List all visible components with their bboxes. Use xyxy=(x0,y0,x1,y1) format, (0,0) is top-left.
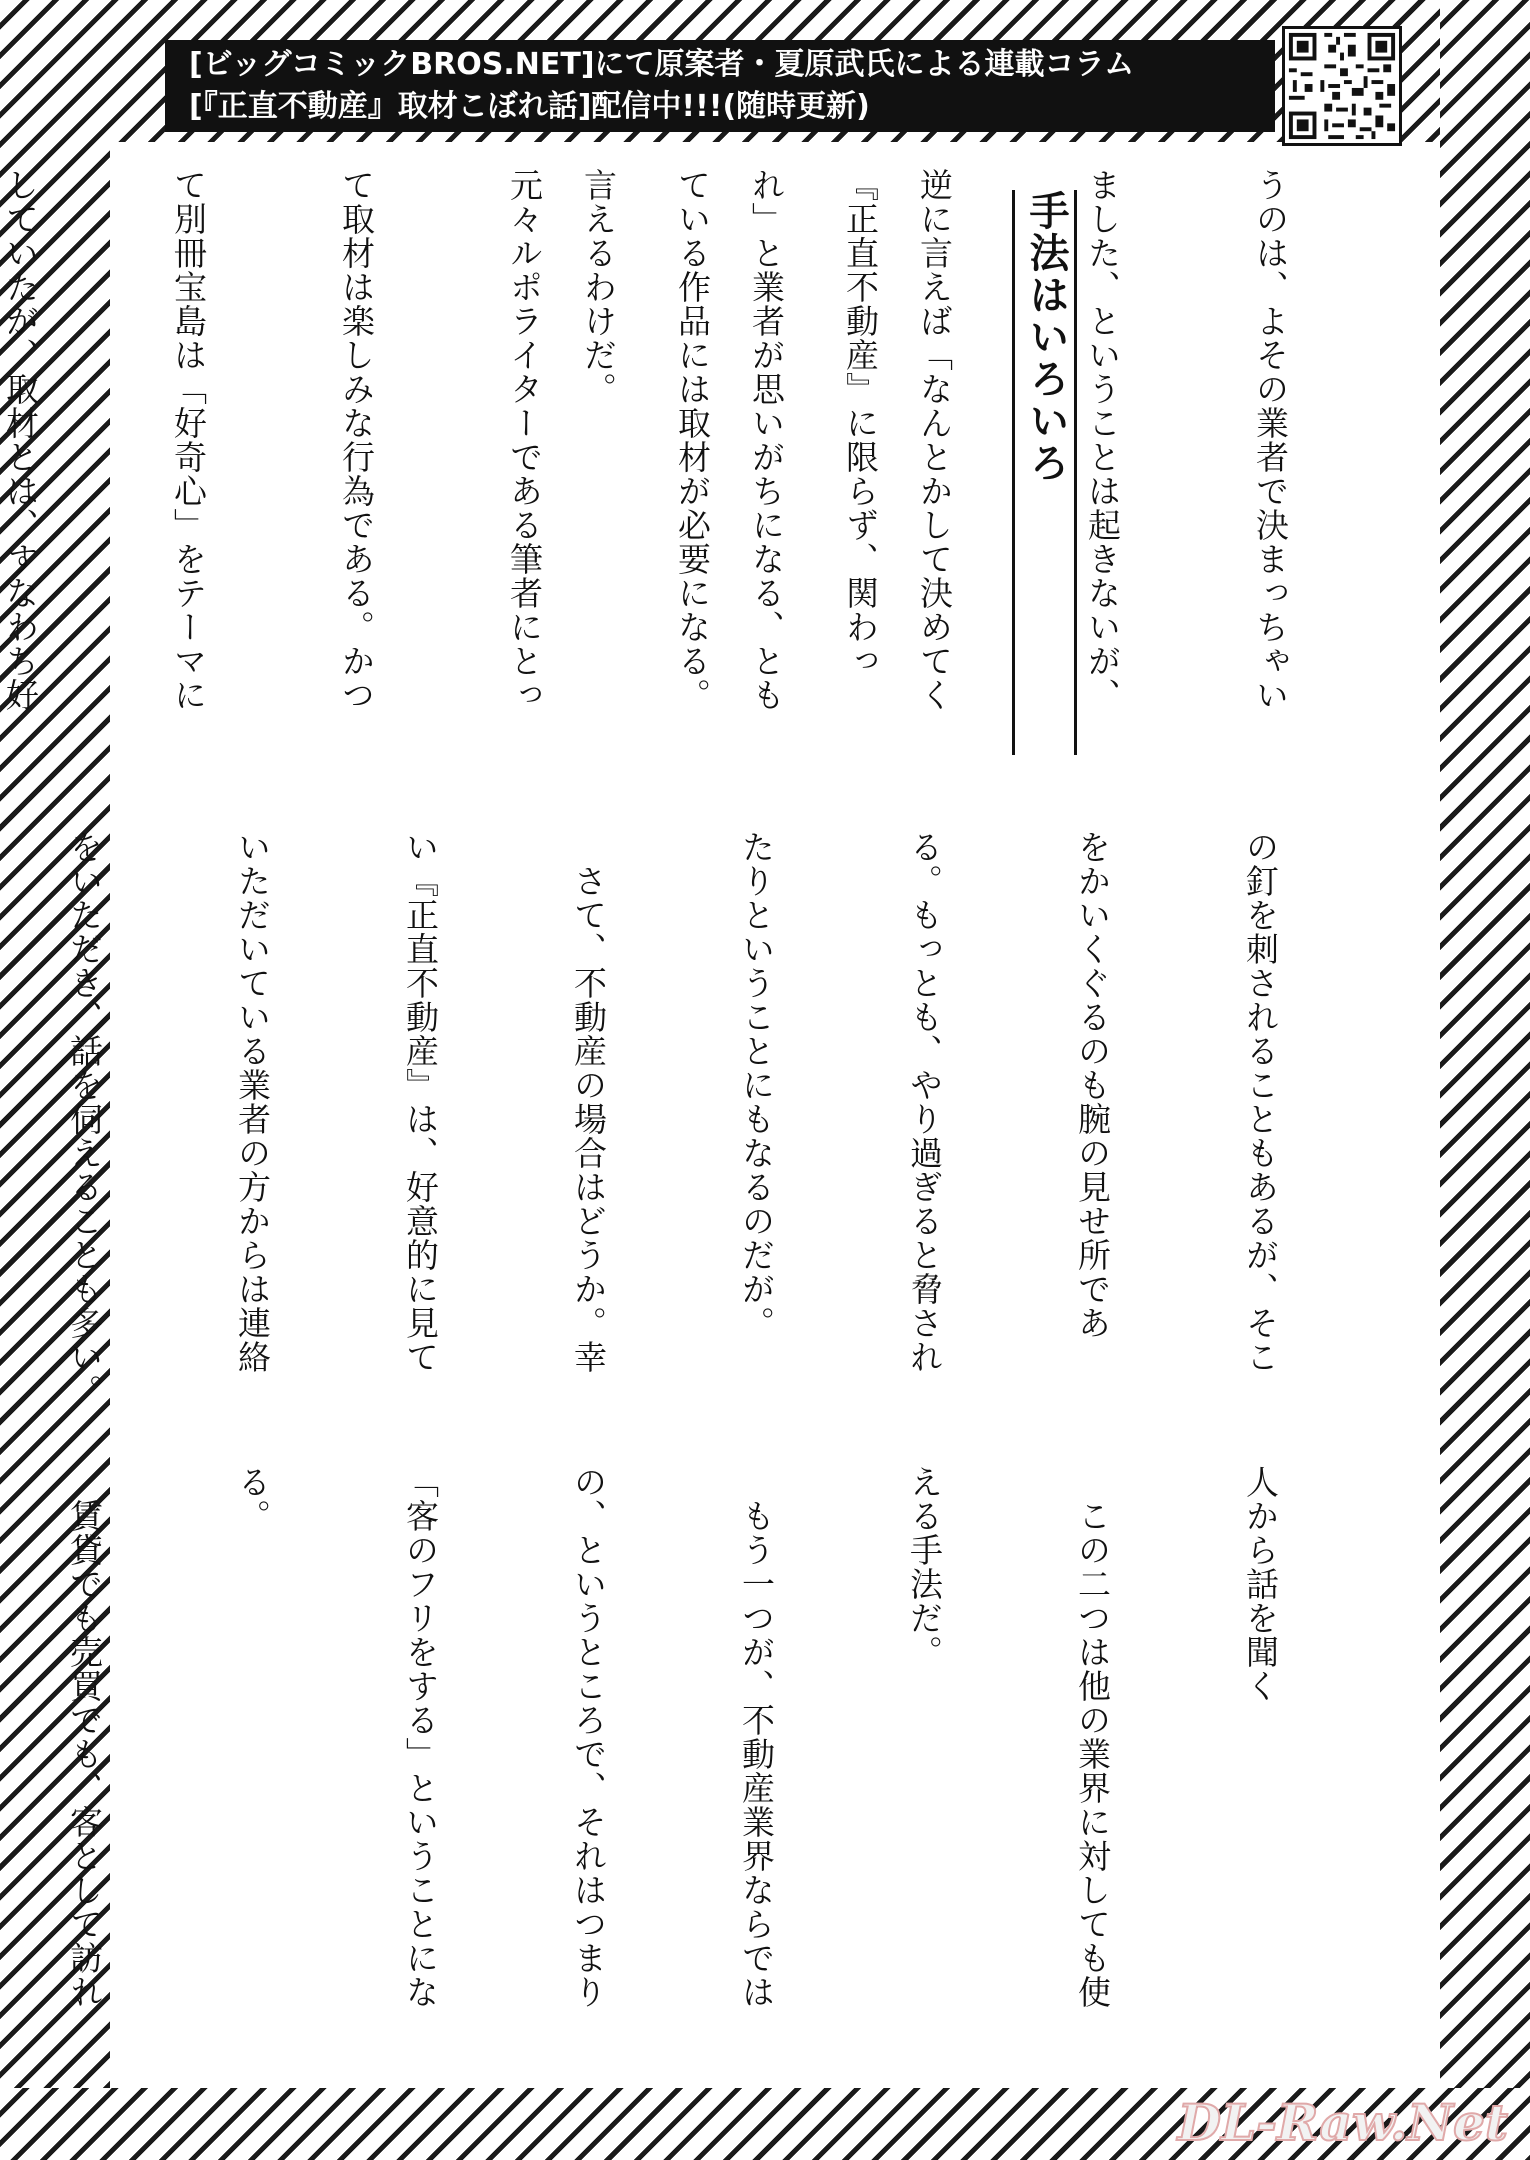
text-line: える手法だ。 xyxy=(905,1465,944,1669)
section-heading-block xyxy=(1012,190,1108,755)
text-line: 「客のフリをする」ということにな xyxy=(401,1465,440,2009)
article-tier-2 xyxy=(65,830,1400,1426)
column-banner xyxy=(165,40,1275,132)
text-line: たりということにもなるのだが。 xyxy=(737,830,776,1340)
text-line: ました、ということは起きないが、 xyxy=(1083,168,1122,712)
banner-line-1: [ビッグコミックBROS.NET]にて原案者・夏原武氏による連載コラム xyxy=(189,47,1135,82)
text-line: もう一つが、不動産業界ならでは xyxy=(737,1465,776,2009)
text-line: 『正直不動産』に限らず、関わっ xyxy=(841,168,880,678)
text-line: る。もっとも、やり過ぎると脅され xyxy=(905,830,944,1374)
text-line: 言えるわけだ。 xyxy=(579,168,618,406)
text-line: 人から話を聞く xyxy=(1241,1465,1280,1703)
text-line: さて、不動産の場合はどうか。幸 xyxy=(569,830,608,1374)
text-line: 賃貸でも売買でも、客として訪れ xyxy=(65,1465,104,2009)
watermark-logo: DL-Raw.Net xyxy=(1177,2093,1508,2152)
text-line: い『正直不動産』は、好意的に見て xyxy=(401,830,440,1374)
text-line: る。 xyxy=(233,1465,272,1533)
text-line: ている作品には取材が必要になる。 xyxy=(673,168,712,712)
text-line: の、というところで、それはつまり xyxy=(569,1465,608,2009)
text-line: いただいている業者の方からは連絡 xyxy=(233,830,272,1374)
text-line: て取材は楽しみな行為である。かつ xyxy=(337,168,376,712)
heading-rule-right xyxy=(1074,190,1077,755)
text-line: 元々ルポライターである筆者にとっ xyxy=(505,168,544,712)
section-heading: 手法はいろいろ xyxy=(1023,190,1069,484)
text-line: の釘を刺されることもあるが、そこ xyxy=(1241,830,1280,1374)
text-line: をいただき、話を伺えることも多い。 xyxy=(65,830,104,1408)
text-line: れ」と業者が思いがちになる、とも xyxy=(747,168,786,712)
text-line: をかいくぐるのも腕の見せ所であ xyxy=(1073,830,1112,1340)
article-tier-1-left xyxy=(1,168,1000,768)
banner-line-2: [『正直不動産』取材こぼれ話]配信中!!!(随時更新) xyxy=(189,89,870,124)
hatched-border-right xyxy=(1440,0,1530,2160)
text-line: て別冊宝島は「好奇心」をテーマに xyxy=(169,168,208,712)
heading-rule-left xyxy=(1012,190,1015,755)
article-tier-3 xyxy=(65,1465,1400,2061)
text-line: うのは、よその業者で決まっちゃい xyxy=(1251,168,1290,712)
text-line: していたが、取材とは、すなわち好 xyxy=(1,168,40,712)
qr-code-icon[interactable] xyxy=(1282,26,1402,146)
qr-code-graphic xyxy=(1285,29,1399,143)
text-line: この二つは他の業界に対しても使 xyxy=(1073,1465,1112,2009)
text-line: 逆に言えば「なんとかして決めてく xyxy=(915,168,954,712)
